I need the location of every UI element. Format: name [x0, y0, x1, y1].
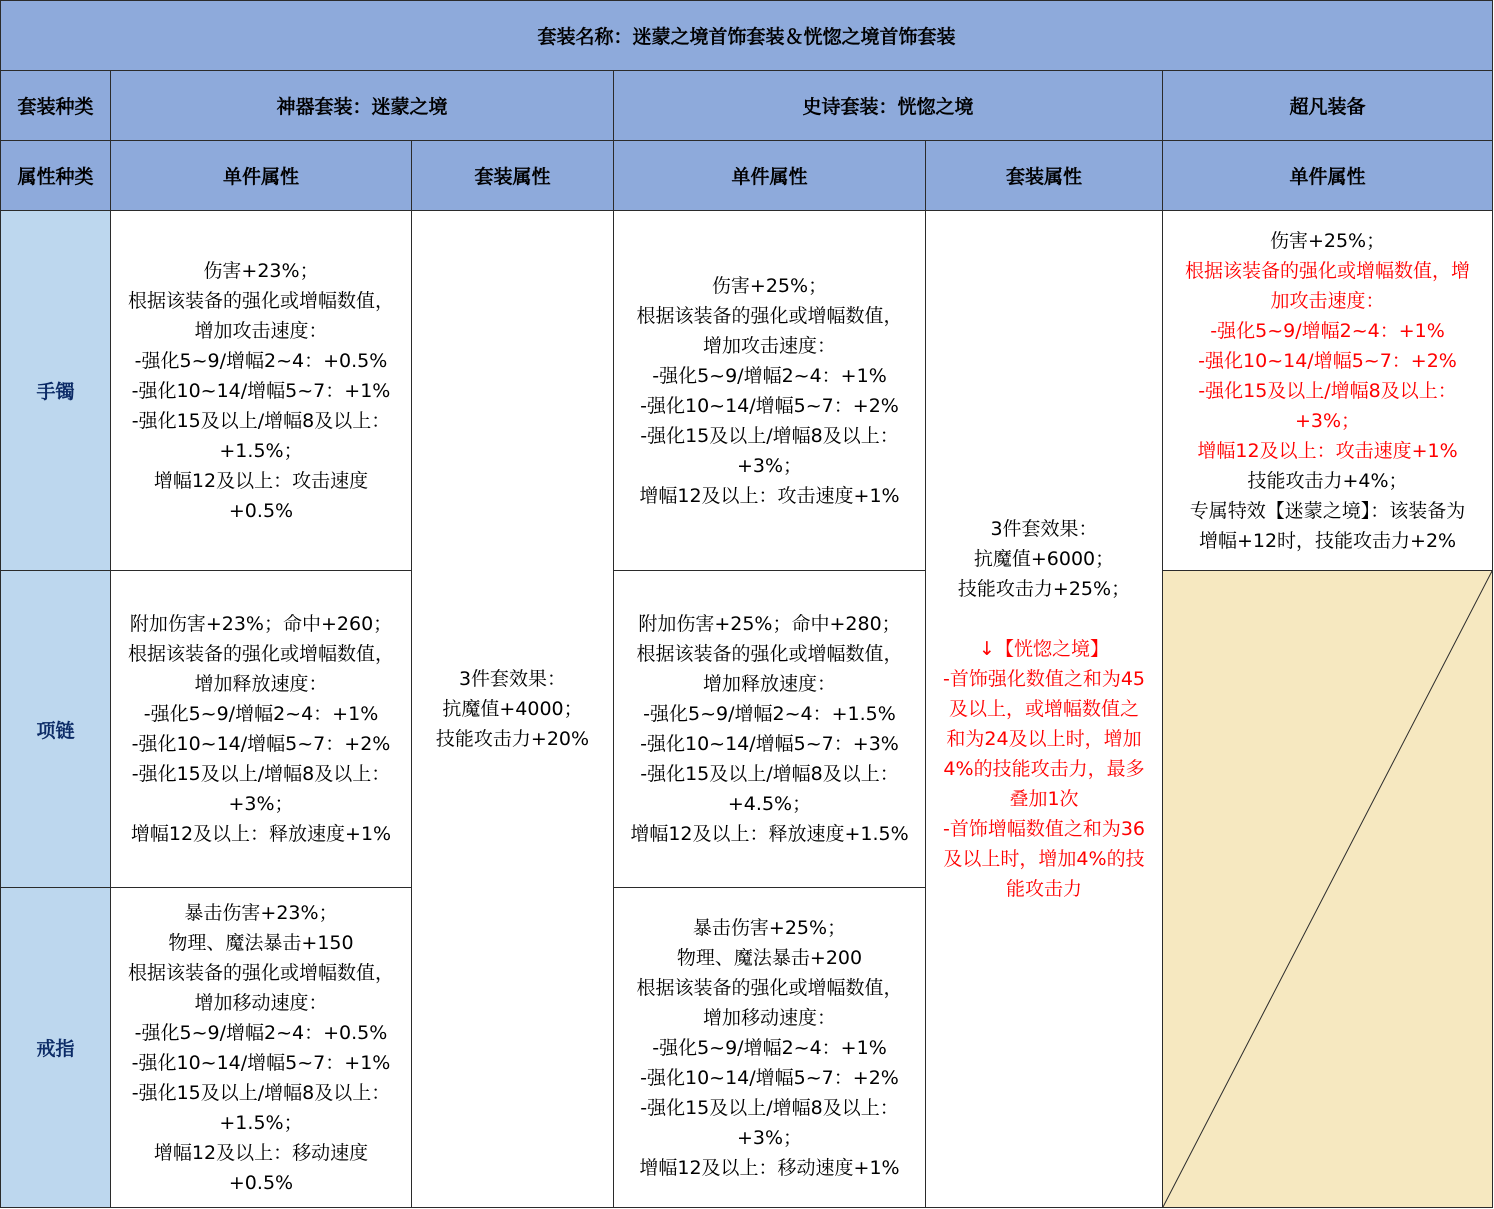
diagonal-slash: [1163, 571, 1492, 1207]
text-line: 附加伤害+25%；命中+280；: [638, 613, 901, 635]
text-line: 增幅12及以上：释放速度+1%: [130, 823, 392, 845]
epic-ring-attrs: [614, 888, 926, 1208]
text-line: 增幅12及以上：攻击速度+1%: [1197, 439, 1458, 462]
text-line: -强化10~14/增幅5~7：+2%: [131, 733, 391, 755]
text-line: +4.5%；: [727, 793, 812, 815]
text-line: 增幅12及以上：攻击速度: [153, 469, 369, 492]
text-line: 叠加1次: [1009, 788, 1079, 810]
text-line: 增幅12及以上：释放速度+1.5%: [630, 823, 909, 845]
epic-bracelet-attrs: [614, 211, 926, 571]
text-line: 增加攻击速度：: [194, 319, 328, 342]
text-line: 3件套效果：: [990, 518, 1098, 540]
text-line: -强化10~14/增幅5~7：+3%: [640, 733, 899, 755]
beyond-empty-cell: [1163, 571, 1493, 1208]
text-line: -首饰强化数值之和为45: [942, 668, 1146, 690]
mythic-bracelet-attrs: [111, 211, 412, 571]
epic-set-attrs: [926, 211, 1163, 1208]
text-line: -强化5~9/增幅2~4：+1.5%: [643, 703, 896, 725]
text-line: 根据该装备的强化或增幅数值，: [636, 304, 903, 327]
text-line: 技能攻击力+4%；: [1247, 469, 1408, 492]
text-line: 根据该装备的强化或增幅数值，: [636, 976, 903, 999]
text-line: 3件套效果：: [458, 668, 567, 690]
text-line: +3%；: [1294, 409, 1361, 432]
text-line: -强化10~14/增幅5~7：+2%: [1198, 349, 1457, 372]
text-line: 附加伤害+23%；命中+260；: [129, 613, 393, 635]
text-line: 根据该装备的强化或增幅数值，: [127, 289, 394, 312]
text-line: 根据该装备的强化或增幅数值，: [127, 643, 394, 665]
text-line: -强化15及以上/增幅8及以上：: [131, 1081, 391, 1104]
text-line: -强化5~9/增幅2~4：+1%: [143, 703, 379, 725]
text-line: -首饰增幅数值之和为36: [942, 818, 1146, 840]
text-line: -强化10~14/增幅5~7：+2%: [640, 1066, 899, 1089]
epic-necklace-attrs: [614, 571, 926, 888]
epic-set-bonus-lines: [929, 634, 1159, 904]
text-line: 暴击伤害+23%；: [184, 901, 338, 924]
text-line: 4%的技能攻击力，最多: [943, 758, 1145, 780]
beyond-gear-header: 超凡装备: [1163, 71, 1493, 141]
mythic-ring-attrs: [111, 888, 412, 1208]
mythic-single-attr-header: 单件属性: [111, 141, 412, 211]
beyond-single-attr-header: 单件属性: [1163, 141, 1493, 211]
mythic-necklace-attrs: [111, 571, 412, 888]
mythic-set-attrs: [412, 211, 614, 1208]
text-line: -强化5~9/增幅2~4：+1%: [652, 364, 887, 387]
text-line: -强化15及以上/增幅8及以上：: [131, 409, 391, 432]
text-line: 根据该装备的强化或增幅数值，: [127, 961, 394, 984]
epic-set-base-lines: [929, 514, 1159, 604]
epic-set-attr-header: 套装属性: [926, 141, 1163, 211]
text-line: 增加释放速度：: [194, 673, 328, 695]
text-line: 增加攻击速度：: [702, 334, 836, 357]
text-line: ↓【恍惚之境】: [979, 638, 1109, 660]
row-label-ring: 戒指: [1, 888, 111, 1208]
mythic-set-attr-header: 套装属性: [412, 141, 614, 211]
text-line: +1.5%；: [219, 439, 303, 462]
text-line: 增幅12及以上：攻击速度+1%: [639, 484, 900, 507]
text-line: -强化10~14/增幅5~7：+1%: [131, 1051, 391, 1074]
text-line: 增幅12及以上：移动速度+1%: [639, 1156, 900, 1179]
text-line: 暴击伤害+25%；: [692, 916, 847, 939]
text-line: +0.5%: [228, 1171, 294, 1194]
text-line: -强化10~14/增幅5~7：+2%: [640, 394, 899, 417]
text-line: 和为24及以上时，增加: [946, 728, 1142, 750]
text-line: 伤害+23%；: [203, 259, 319, 282]
beyond-bracelet-attrs: [1163, 211, 1493, 571]
text-line: 增幅12及以上：移动速度: [153, 1141, 369, 1164]
text-line: 及以上时，增加4%的技: [943, 848, 1145, 870]
attr-type-label: 属性种类: [1, 141, 111, 211]
text-line: 专属特效【迷蒙之境】：该装备为: [1189, 499, 1466, 522]
text-line: -强化5~9/增幅2~4：+0.5%: [134, 349, 388, 372]
text-line: +1.5%；: [219, 1111, 303, 1134]
row-label-bracelet: 手镯: [1, 211, 111, 571]
text-line: 增加移动速度：: [702, 1006, 836, 1029]
text-line: -强化5~9/增幅2~4：+1%: [1210, 319, 1445, 342]
mythic-set-header: 神器套装：迷蒙之境: [111, 71, 614, 141]
text-line: 根据该装备的强化或增幅数值，增: [1185, 259, 1471, 282]
text-line: -强化5~9/增幅2~4：+0.5%: [134, 1021, 388, 1044]
text-line: +0.5%: [228, 499, 294, 522]
text-line: -强化10~14/增幅5~7：+1%: [131, 379, 391, 402]
text-line: 抗魔值+4000；: [442, 698, 583, 720]
text-line: 及以上，或增幅数值之: [948, 698, 1139, 720]
set-type-label: 套装种类: [1, 71, 111, 141]
table-title: 套装名称：迷蒙之境首饰套装＆恍惚之境首饰套装: [1, 1, 1493, 71]
epic-set-spacer: [929, 604, 1159, 634]
row-label-necklace: 项链: [1, 571, 111, 888]
text-line: -强化15及以上/增幅8及以上：: [640, 1096, 899, 1119]
text-line: 伤害+25%；: [711, 274, 828, 297]
text-line: -强化5~9/增幅2~4：+1%: [652, 1036, 887, 1059]
text-line: 加攻击速度：: [1270, 289, 1385, 312]
text-line: 技能攻击力+20%: [435, 728, 590, 750]
text-line: 技能攻击力+25%；: [957, 578, 1131, 600]
text-line: 物理、魔法暴击+200: [676, 946, 863, 969]
text-line: 增幅+12时，技能攻击力+2%: [1198, 529, 1457, 552]
text-line: +3%；: [736, 454, 803, 477]
text-line: +3%；: [736, 1126, 803, 1149]
text-line: +3%；: [228, 793, 294, 815]
epic-single-attr-header: 单件属性: [614, 141, 926, 211]
text-line: -强化15及以上/增幅8及以上：: [640, 763, 899, 785]
text-line: 物理、魔法暴击+150: [168, 931, 354, 954]
beyond-bracelet-tail-lines: [1166, 466, 1489, 556]
text-line: 根据该装备的强化或增幅数值，: [636, 643, 903, 665]
text-line: 增加移动速度：: [194, 991, 328, 1014]
text-line: -强化15及以上/增幅8及以上：: [131, 763, 391, 785]
beyond-bracelet-damage: 伤害+25%；: [1269, 229, 1386, 252]
text-line: 增加释放速度：: [702, 673, 836, 695]
text-line: 抗魔值+6000；: [973, 548, 1115, 570]
text-line: 能攻击力: [1005, 878, 1082, 900]
text-line: -强化15及以上/增幅8及以上：: [640, 424, 899, 447]
beyond-bracelet-speed-lines: [1166, 256, 1489, 466]
text-line: -强化15及以上/增幅8及以上：: [1198, 379, 1457, 402]
epic-set-header: 史诗套装：恍惚之境: [614, 71, 1163, 141]
